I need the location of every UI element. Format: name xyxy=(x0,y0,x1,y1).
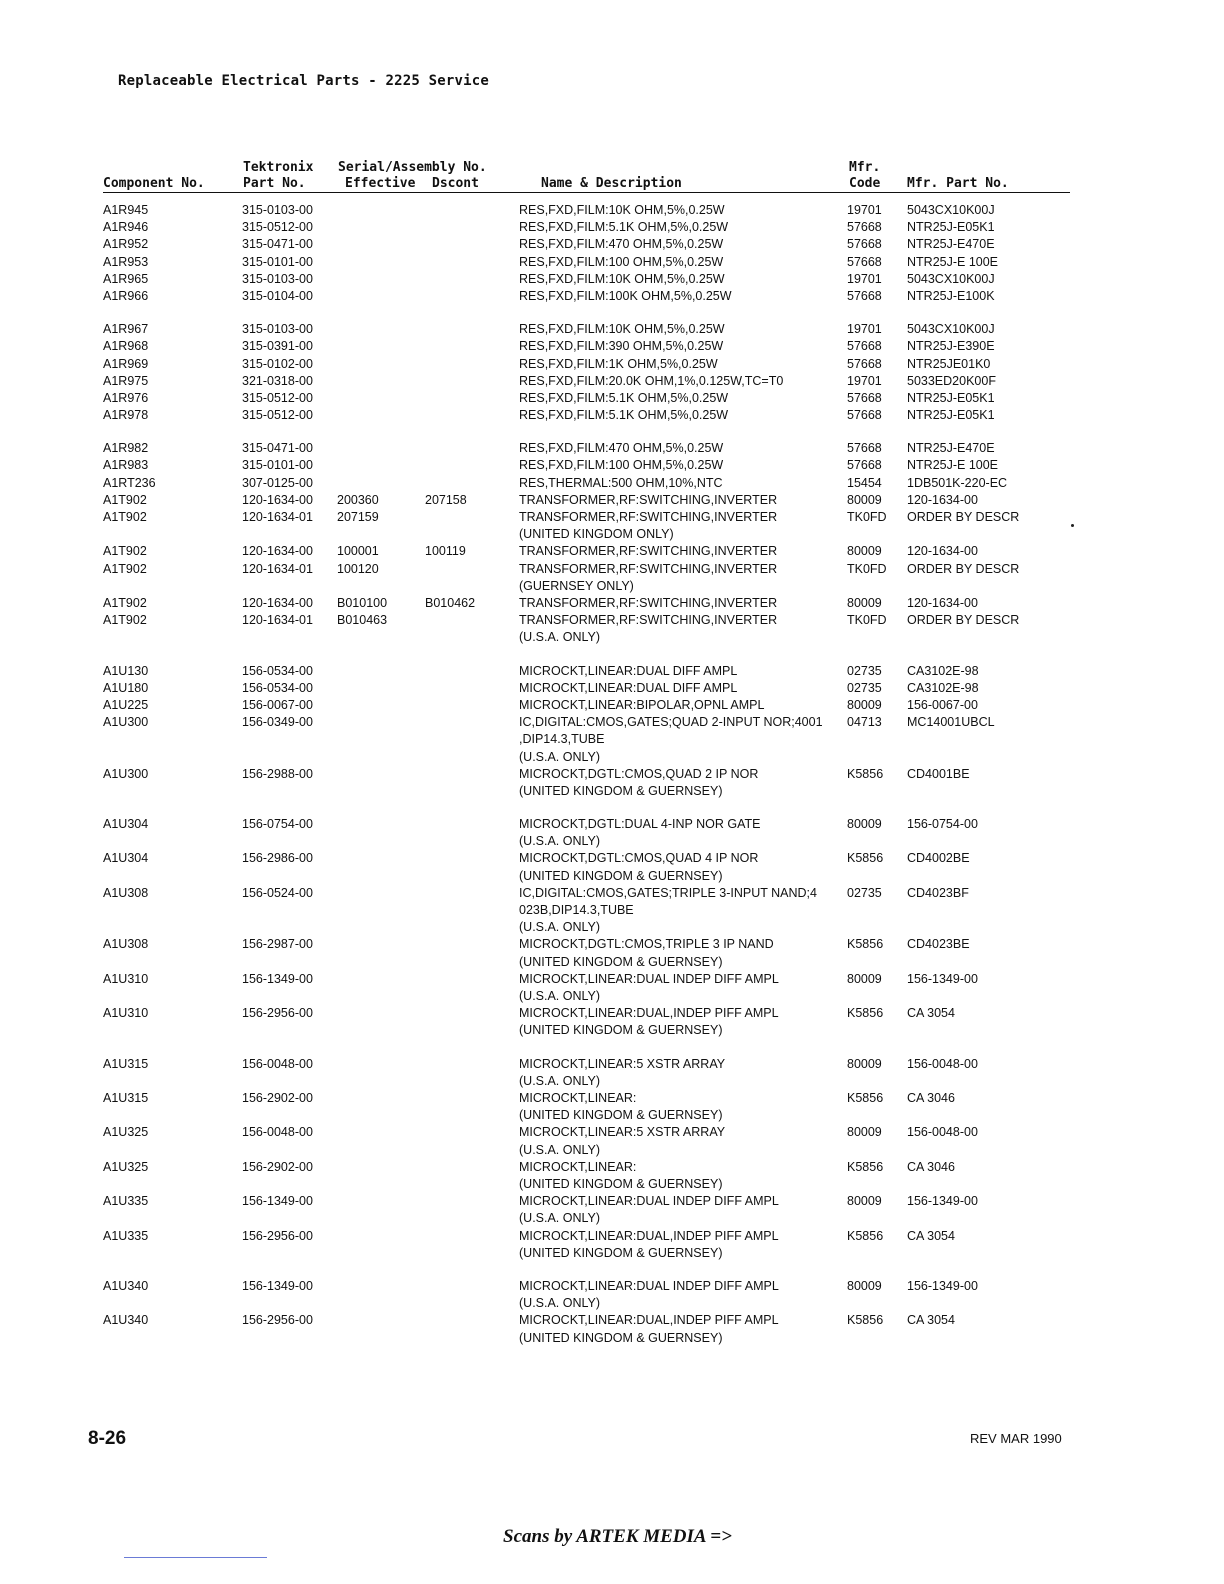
component-no: A1U130 xyxy=(103,663,149,678)
name-description: MICROCKT,LINEAR:DUAL INDEP DIFF AMPL (U.S.A. ONLY) xyxy=(519,1194,779,1226)
component-no: A1R967 xyxy=(103,322,149,337)
tek-part-no: 315-0104-00 xyxy=(242,288,313,303)
name-description: TRANSFORMER,RF:SWITCHING,INVERTER xyxy=(519,544,778,559)
header-mfr: Mfr. xyxy=(849,160,881,175)
table-row xyxy=(0,816,1224,850)
tek-part-no: 156-0048-00 xyxy=(242,1056,313,1071)
name-description: RES,THERMAL:500 OHM,10%,NTC xyxy=(519,475,723,490)
name-description: TRANSFORMER,RF:SWITCHING,INVERTER (UNITED KINGDOM ONLY) xyxy=(519,510,778,542)
header-tektronix: Tektronix xyxy=(243,160,314,175)
name-description: RES,FXD,FILM:1K OHM,5%,0.25W xyxy=(519,356,718,371)
mfr-part-no: NTR25J-E05K1 xyxy=(907,408,995,423)
mfr-part-no: 5043CX10K00J xyxy=(907,271,995,286)
mfr-part-no: 1DB501K-220-EC xyxy=(907,475,1008,490)
tek-part-no: 156-2956-00 xyxy=(242,1313,313,1328)
mfr-part-no: 156-1349-00 xyxy=(907,1278,978,1293)
header-part-no: Part No. xyxy=(243,176,306,191)
name-description: MICROCKT,LINEAR:DUAL DIFF AMPL xyxy=(519,680,738,695)
table-row xyxy=(0,1312,1224,1346)
mfr-code: 02735 xyxy=(847,885,882,900)
mfr-part-no: 5043CX10K00J xyxy=(907,322,995,337)
mfr-part-no: CD4002BE xyxy=(907,851,970,866)
component-no: A1U310 xyxy=(103,971,149,986)
mfr-part-no: CA 3054 xyxy=(907,1006,955,1021)
component-no: A1R966 xyxy=(103,288,149,303)
mfr-part-no: NTR25JE01K0 xyxy=(907,356,991,371)
header-mfr-part-no: Mfr. Part No. xyxy=(907,176,1009,191)
mfr-part-no: MC14001UBCL xyxy=(907,715,995,730)
table-row xyxy=(0,1124,1224,1158)
mfr-code: 19701 xyxy=(847,322,882,337)
mfr-code: 04713 xyxy=(847,715,882,730)
component-no: A1U325 xyxy=(103,1125,149,1140)
tek-part-no: 156-0534-00 xyxy=(242,680,313,695)
mfr-code: 57668 xyxy=(847,441,882,456)
table-row xyxy=(0,971,1224,1005)
serial-effective: 100120 xyxy=(337,561,379,576)
table-row xyxy=(0,390,1224,407)
tek-part-no: 321-0318-00 xyxy=(242,373,313,388)
name-description: RES,FXD,FILM:20.0K OHM,1%,0.125W,TC=T0 xyxy=(519,373,784,388)
component-no: A1RT236 xyxy=(103,475,156,490)
component-no: A1T902 xyxy=(103,613,147,628)
tek-part-no: 315-0102-00 xyxy=(242,356,313,371)
component-no: A1T902 xyxy=(103,510,147,524)
tek-part-no: 307-0125-00 xyxy=(242,475,313,490)
serial-dscont: B010462 xyxy=(425,595,476,610)
component-no: A1R983 xyxy=(103,458,149,473)
table-row xyxy=(0,509,1224,543)
mfr-code: 80009 xyxy=(847,492,882,507)
table-row xyxy=(0,543,1224,560)
mfr-code: 57668 xyxy=(847,288,882,303)
component-no: A1U304 xyxy=(103,851,149,866)
mfr-part-no: 156-0048-00 xyxy=(907,1056,978,1071)
mfr-code: 57668 xyxy=(847,254,882,269)
tek-part-no: 156-2902-00 xyxy=(242,1091,313,1106)
mfr-code: 80009 xyxy=(847,971,882,986)
mfr-code: K5856 xyxy=(847,1313,884,1328)
component-no: A1U310 xyxy=(103,1006,149,1021)
mfr-code: 19701 xyxy=(847,203,882,217)
mfr-code: 57668 xyxy=(847,390,882,405)
mfr-part-no: 5033ED20K00F xyxy=(907,373,996,388)
component-no: A1U225 xyxy=(103,697,149,712)
component-no: A1R953 xyxy=(103,254,149,269)
name-description: RES,FXD,FILM:100 OHM,5%,0.25W xyxy=(519,458,724,473)
name-description: MICROCKT,LINEAR:5 XSTR ARRAY (U.S.A. ONLY) xyxy=(519,1056,726,1088)
mfr-part-no: 120-1634-00 xyxy=(907,595,978,610)
name-description: RES,FXD,FILM:5.1K OHM,5%,0.25W xyxy=(519,408,729,423)
column-headers xyxy=(0,158,1224,196)
tek-part-no: 156-0534-00 xyxy=(242,663,313,678)
mfr-code: 80009 xyxy=(847,544,882,559)
name-description: RES,FXD,FILM:5.1K OHM,5%,0.25W xyxy=(519,220,729,235)
table-row xyxy=(0,1193,1224,1227)
table-row xyxy=(0,202,1224,219)
component-no: A1R969 xyxy=(103,356,149,371)
name-description: RES,FXD,FILM:10K OHM,5%,0.25W xyxy=(519,322,725,337)
name-description: RES,FXD,FILM:10K OHM,5%,0.25W xyxy=(519,271,725,286)
tek-part-no: 315-0103-00 xyxy=(242,203,313,217)
mfr-code: 80009 xyxy=(847,1125,882,1140)
page-number: 8-26 xyxy=(88,1428,127,1449)
name-description: MICROCKT,LINEAR:BIPOLAR,OPNL AMPL xyxy=(519,697,765,712)
header-mfr-code: Code xyxy=(849,176,881,191)
component-no: A1U335 xyxy=(103,1194,149,1209)
table-row xyxy=(0,697,1224,714)
name-description: RES,FXD,FILM:390 OHM,5%,0.25W xyxy=(519,339,724,354)
mfr-code: 80009 xyxy=(847,595,882,610)
name-description: RES,FXD,FILM:5.1K OHM,5%,0.25W xyxy=(519,390,729,405)
component-no: A1U325 xyxy=(103,1159,149,1174)
name-description: MICROCKT,LINEAR:DUAL INDEP DIFF AMPL (U.S.A. ONLY) xyxy=(519,971,779,1004)
component-no: A1T902 xyxy=(103,595,147,610)
parts-list xyxy=(0,202,1224,1347)
mfr-part-no: 156-0754-00 xyxy=(907,817,978,832)
table-row xyxy=(0,561,1224,595)
component-no: A1U300 xyxy=(103,766,149,781)
tek-part-no: 156-2986-00 xyxy=(242,851,313,866)
mfr-code: TK0FD xyxy=(847,613,887,628)
mfr-part-no: CD4023BF xyxy=(907,885,969,900)
name-description: TRANSFORMER,RF:SWITCHING,INVERTER (U.S.A. ONLY) xyxy=(519,613,778,645)
table-row xyxy=(0,1090,1224,1124)
mfr-part-no: 156-0048-00 xyxy=(907,1125,978,1140)
mfr-code: 15454 xyxy=(847,475,882,490)
mfr-code: 80009 xyxy=(847,697,882,712)
name-description: TRANSFORMER,RF:SWITCHING,INVERTER xyxy=(519,595,778,610)
table-row xyxy=(0,373,1224,390)
table-row xyxy=(0,885,1224,937)
component-no: A1U340 xyxy=(103,1278,149,1293)
mfr-part-no: CA3102E-98 xyxy=(907,663,979,678)
mfr-code: K5856 xyxy=(847,1006,884,1021)
mfr-part-no: 120-1634-00 xyxy=(907,544,978,559)
serial-effective: 100001 xyxy=(337,544,379,559)
mfr-part-no: 156-0067-00 xyxy=(907,697,978,712)
tek-part-no: 156-1349-00 xyxy=(242,971,313,986)
link-underline xyxy=(124,1557,267,1558)
table-row xyxy=(0,1159,1224,1193)
mfr-part-no: NTR25J-E470E xyxy=(907,237,995,252)
table-row xyxy=(0,236,1224,253)
mfr-code: K5856 xyxy=(847,851,884,866)
component-no: A1U300 xyxy=(103,715,149,730)
tek-part-no: 315-0512-00 xyxy=(242,390,313,405)
tek-part-no: 156-0524-00 xyxy=(242,885,313,900)
tek-part-no: 120-1634-00 xyxy=(242,492,313,507)
component-no: A1R975 xyxy=(103,373,149,388)
revision-date: REV MAR 1990 xyxy=(970,1431,1062,1446)
mfr-part-no: 120-1634-00 xyxy=(907,492,978,507)
tek-part-no: 315-0101-00 xyxy=(242,458,313,473)
table-row xyxy=(0,440,1224,457)
mfr-code: 57668 xyxy=(847,356,882,371)
table-row xyxy=(0,338,1224,355)
header-serial-assembly: Serial/Assembly No. xyxy=(338,160,487,175)
mfr-part-no: 5043CX10K00J xyxy=(907,203,995,217)
name-description: MICROCKT,DGTL:CMOS,TRIPLE 3 IP NAND (UNITED KINGDOM & GUERNSEY) xyxy=(519,937,774,969)
component-no: A1R945 xyxy=(103,203,149,217)
table-row xyxy=(0,271,1224,288)
table-row xyxy=(0,850,1224,884)
name-description: RES,FXD,FILM:100 OHM,5%,0.25W xyxy=(519,254,724,269)
component-no: A1R946 xyxy=(103,220,149,235)
mfr-code: 19701 xyxy=(847,271,882,286)
serial-dscont: 100119 xyxy=(425,544,466,559)
table-row xyxy=(0,1278,1224,1312)
tek-part-no: 156-0048-00 xyxy=(242,1125,313,1140)
mfr-code: K5856 xyxy=(847,1228,884,1243)
tek-part-no: 156-0754-00 xyxy=(242,817,313,832)
mfr-part-no: CA 3046 xyxy=(907,1091,955,1106)
tek-part-no: 156-2988-00 xyxy=(242,766,313,781)
mfr-code: 80009 xyxy=(847,1278,882,1293)
mfr-code: K5856 xyxy=(847,937,884,952)
table-row xyxy=(0,475,1224,492)
name-description: MICROCKT,DGTL:CMOS,QUAD 2 IP NOR (UNITED KINGDOM & GUERNSEY) xyxy=(519,766,759,798)
mfr-code: 57668 xyxy=(847,339,882,354)
mfr-part-no: NTR25J-E 100E xyxy=(907,254,999,269)
name-description: MICROCKT,LINEAR:DUAL DIFF AMPL xyxy=(519,663,738,678)
serial-effective: 200360 xyxy=(337,492,379,507)
tek-part-no: 315-0471-00 xyxy=(242,237,313,252)
mfr-part-no: CA 3054 xyxy=(907,1313,955,1328)
mfr-code: 80009 xyxy=(847,817,882,832)
tek-part-no: 315-0103-00 xyxy=(242,322,313,337)
name-description: MICROCKT,LINEAR: (UNITED KINGDOM & GUERNSEY) xyxy=(519,1091,723,1123)
component-no: A1U315 xyxy=(103,1091,149,1106)
tek-part-no: 315-0391-00 xyxy=(242,339,313,354)
component-no: A1U308 xyxy=(103,885,149,900)
component-no: A1T902 xyxy=(103,492,147,507)
component-no: A1U180 xyxy=(103,680,149,695)
page-header-title: Replaceable Electrical Parts - 2225 Service xyxy=(118,73,490,89)
table-row xyxy=(0,714,1224,766)
tek-part-no: 120-1634-01 xyxy=(242,561,313,576)
mfr-code: TK0FD xyxy=(847,561,887,576)
header-name-description: Name & Description xyxy=(541,176,682,191)
table-row xyxy=(0,321,1224,338)
header-effective: Effective xyxy=(345,176,416,191)
tek-part-no: 315-0101-00 xyxy=(242,254,313,269)
mfr-part-no: NTR25J-E05K1 xyxy=(907,390,995,405)
mfr-code: 57668 xyxy=(847,408,882,423)
name-description: MICROCKT,LINEAR: (UNITED KINGDOM & GUERNSEY) xyxy=(519,1159,723,1192)
mfr-code: 02735 xyxy=(847,663,882,678)
mfr-code: K5856 xyxy=(847,1159,884,1174)
mfr-part-no: NTR25J-E05K1 xyxy=(907,220,995,235)
component-no: A1R976 xyxy=(103,390,149,405)
mfr-code: 57668 xyxy=(847,220,882,235)
name-description: TRANSFORMER,RF:SWITCHING,INVERTER xyxy=(519,492,778,507)
tek-part-no: 120-1634-01 xyxy=(242,613,313,628)
table-row xyxy=(0,1005,1224,1039)
component-no: A1T902 xyxy=(103,544,147,559)
component-no: A1R978 xyxy=(103,408,149,423)
component-no: A1R952 xyxy=(103,237,149,252)
tek-part-no: 156-2902-00 xyxy=(242,1159,313,1174)
mfr-part-no: CA3102E-98 xyxy=(907,680,979,695)
table-row xyxy=(0,766,1224,800)
table-row xyxy=(0,663,1224,680)
name-description: RES,FXD,FILM:470 OHM,5%,0.25W xyxy=(519,441,724,456)
serial-effective: B010100 xyxy=(337,595,388,610)
mfr-code: K5856 xyxy=(847,766,884,781)
header-component-no: Component No. xyxy=(103,176,205,191)
table-row xyxy=(0,356,1224,373)
serial-effective: 207159 xyxy=(337,510,379,524)
table-row xyxy=(0,1228,1224,1262)
table-row xyxy=(0,288,1224,305)
tek-part-no: 120-1634-00 xyxy=(242,595,313,610)
mfr-part-no: ORDER BY DESCR xyxy=(907,561,1020,576)
name-description: MICROCKT,LINEAR:5 XSTR ARRAY (U.S.A. ONLY) xyxy=(519,1125,726,1157)
scan-artifact-dot xyxy=(1071,524,1074,527)
scan-credit[interactable]: Scans by ARTEK MEDIA => xyxy=(503,1526,732,1547)
name-description: MICROCKT,LINEAR:DUAL,INDEP PIFF AMPL (UNITED KINGDOM & GUERNSEY) xyxy=(519,1006,779,1038)
mfr-part-no: NTR25J-E390E xyxy=(907,339,995,354)
mfr-code: 80009 xyxy=(847,1194,882,1209)
component-no: A1R982 xyxy=(103,441,149,456)
table-row xyxy=(0,492,1224,509)
mfr-part-no: 156-1349-00 xyxy=(907,971,978,986)
name-description: MICROCKT,DGTL:DUAL 4-INP NOR GATE (U.S.A. ONLY) xyxy=(519,817,761,849)
tek-part-no: 315-0512-00 xyxy=(242,408,313,423)
mfr-code: 57668 xyxy=(847,458,882,473)
serial-effective: B010463 xyxy=(337,613,388,628)
tek-part-no: 156-1349-00 xyxy=(242,1194,313,1209)
component-no: A1U304 xyxy=(103,817,149,832)
table-row xyxy=(0,936,1224,970)
tek-part-no: 120-1634-00 xyxy=(242,544,313,559)
serial-dscont: 207158 xyxy=(425,492,467,507)
table-row xyxy=(0,407,1224,424)
header-dscont: Dscont xyxy=(432,176,479,191)
tek-part-no: 156-1349-00 xyxy=(242,1278,313,1293)
tek-part-no: 120-1634-01 xyxy=(242,510,313,524)
name-description: MICROCKT,DGTL:CMOS,QUAD 4 IP NOR (UNITED KINGDOM & GUERNSEY) xyxy=(519,851,759,883)
name-description: RES,FXD,FILM:10K OHM,5%,0.25W xyxy=(519,203,725,217)
mfr-code: 19701 xyxy=(847,373,882,388)
mfr-part-no: ORDER BY DESCR xyxy=(907,613,1020,628)
tek-part-no: 156-0067-00 xyxy=(242,697,313,712)
tek-part-no: 315-0512-00 xyxy=(242,220,313,235)
mfr-code: TK0FD xyxy=(847,510,887,524)
mfr-part-no: ORDER BY DESCR xyxy=(907,510,1020,524)
component-no: A1U335 xyxy=(103,1228,149,1243)
mfr-part-no: NTR25J-E 100E xyxy=(907,458,999,473)
mfr-part-no: CD4023BE xyxy=(907,937,970,952)
component-no: A1R968 xyxy=(103,339,149,354)
tek-part-no: 156-2987-00 xyxy=(242,937,313,952)
mfr-part-no: CD4001BE xyxy=(907,766,970,781)
mfr-code: 57668 xyxy=(847,237,882,252)
component-no: A1R965 xyxy=(103,271,149,286)
tek-part-no: 156-0349-00 xyxy=(242,715,313,730)
mfr-part-no: CA 3054 xyxy=(907,1228,955,1243)
mfr-code: 80009 xyxy=(847,1056,882,1071)
name-description: RES,FXD,FILM:100K OHM,5%,0.25W xyxy=(519,288,732,303)
name-description: MICROCKT,LINEAR:DUAL INDEP DIFF AMPL (U.S.A. ONLY) xyxy=(519,1278,779,1311)
mfr-code: K5856 xyxy=(847,1091,884,1106)
name-description: MICROCKT,LINEAR:DUAL,INDEP PIFF AMPL (UNITED KINGDOM & GUERNSEY) xyxy=(519,1228,779,1260)
tek-part-no: 315-0471-00 xyxy=(242,441,313,456)
table-row xyxy=(0,1056,1224,1090)
mfr-part-no: NTR25J-E100K xyxy=(907,288,995,303)
name-description: IC,DIGITAL:CMOS,GATES;QUAD 2-INPUT NOR;4001 ,DIP14.3,TUBE (U.S.A. ONLY) xyxy=(519,715,823,764)
mfr-part-no: NTR25J-E470E xyxy=(907,441,995,456)
table-row xyxy=(0,254,1224,271)
name-description: TRANSFORMER,RF:SWITCHING,INVERTER (GUERNSEY ONLY) xyxy=(519,561,778,593)
name-description: RES,FXD,FILM:470 OHM,5%,0.25W xyxy=(519,237,724,252)
component-no: A1U308 xyxy=(103,937,149,952)
header-rule xyxy=(103,192,1070,193)
mfr-part-no: 156-1349-00 xyxy=(907,1194,978,1209)
component-no: A1U340 xyxy=(103,1313,149,1328)
mfr-code: 02735 xyxy=(847,680,882,695)
table-row xyxy=(0,219,1224,236)
tek-part-no: 156-2956-00 xyxy=(242,1006,313,1021)
component-no: A1U315 xyxy=(103,1056,149,1071)
name-description: IC,DIGITAL:CMOS,GATES;TRIPLE 3-INPUT NAND;4 023B,DIP14.3,TUBE (U.S.A. ONLY) xyxy=(519,885,817,935)
component-no: A1T902 xyxy=(103,561,147,576)
tek-part-no: 315-0103-00 xyxy=(242,271,313,286)
table-row xyxy=(0,612,1224,646)
table-row xyxy=(0,680,1224,697)
mfr-part-no: CA 3046 xyxy=(907,1159,955,1174)
table-row xyxy=(0,595,1224,612)
name-description: MICROCKT,LINEAR:DUAL,INDEP PIFF AMPL (UNITED KINGDOM & GUERNSEY) xyxy=(519,1313,779,1345)
table-row xyxy=(0,457,1224,474)
tek-part-no: 156-2956-00 xyxy=(242,1228,313,1243)
